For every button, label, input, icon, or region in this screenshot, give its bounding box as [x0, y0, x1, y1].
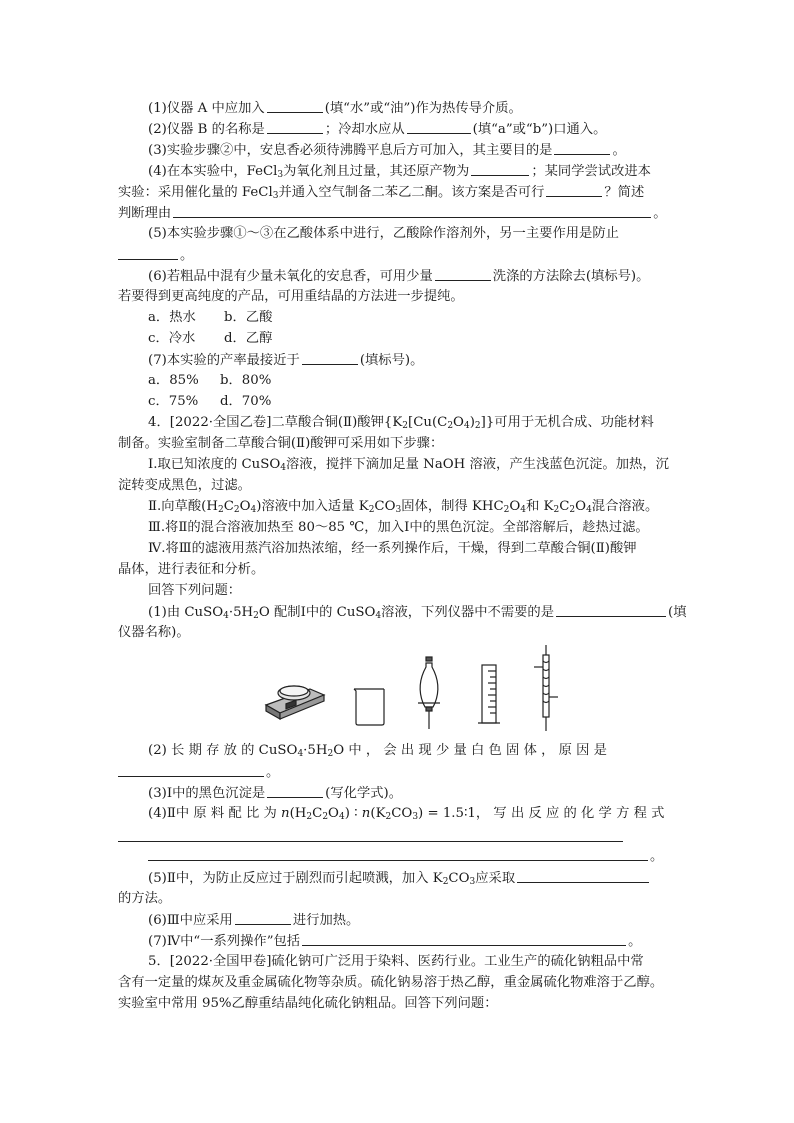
q4-step4-line1: Ⅳ.将Ⅲ的滤液用蒸汽浴加热浓缩，经一系列操作后，干燥，得到二草酸合铜(Ⅱ)酸钾	[148, 541, 637, 556]
text: (4)Ⅱ中 原 料 配 比 为	[148, 806, 282, 821]
q3-part4-line2	[118, 182, 644, 203]
q3-part1	[148, 98, 522, 119]
text: 溶液，搅拌下滴加足量 NaOH 溶液，产生浅蓝色沉淀。加热，沉	[285, 457, 669, 472]
text: C	[559, 499, 570, 514]
q4-part6	[148, 910, 359, 931]
answer-blank[interactable]	[173, 203, 651, 218]
text: (5)Ⅱ中，为防止反应过于剧烈而引起喷溅，加入 K	[148, 871, 443, 886]
subscript: 3	[277, 170, 284, 180]
text: [Cu(C	[408, 415, 448, 430]
answer-blank[interactable]	[118, 245, 178, 260]
q3-part6-line1	[148, 266, 649, 287]
q5-line2: 含有一定量的煤灰及重金属硫化物等杂质。硫化钠易溶于热乙醇，重金属硫化物难溶于乙醇。	[118, 975, 664, 990]
answer-blank[interactable]	[302, 350, 358, 365]
q4-step1-line1	[148, 455, 669, 475]
text: 。	[650, 849, 664, 864]
answer-blank[interactable]	[556, 602, 666, 617]
text: 。	[628, 934, 642, 949]
subscript: 2	[569, 505, 576, 515]
q5-line1: 5．[2022·全国甲卷]硫化钠可广泛用于染料、医药行业。工业生产的硫化钠粗品中常	[148, 954, 644, 969]
text: O 中 ， 会 出 现 少 量 白 色 固 体 ， 原 因 是	[333, 743, 607, 758]
subscript: 2	[368, 505, 375, 515]
text: ？简述	[604, 185, 645, 200]
subscript: 2	[402, 421, 409, 431]
subscript: 4	[223, 611, 229, 621]
text: O	[453, 415, 464, 430]
text: 判断理由	[118, 206, 172, 221]
text: (7)Ⅳ中“一系列操作”包括	[148, 934, 301, 949]
q4-part1-line2: 仪器名称)。	[118, 625, 190, 640]
separatory-funnel-icon	[418, 657, 440, 729]
text: (3)Ⅰ中的黑色沉淀是	[148, 786, 266, 801]
text: )	[469, 415, 475, 430]
answer-blank[interactable]	[435, 266, 491, 281]
subscript: 3	[272, 191, 279, 201]
text: (填	[668, 605, 687, 620]
subscript: 2	[306, 812, 313, 822]
subscript: 2	[322, 812, 329, 822]
answer-blank[interactable]	[471, 161, 529, 176]
text: O	[328, 806, 339, 821]
text: (4)在本实验中，FeCl	[148, 164, 278, 179]
subscript: 2	[474, 421, 481, 431]
text: 进行加热。	[292, 913, 360, 928]
answer-blank[interactable]	[407, 119, 471, 134]
q4-part4-line3	[148, 846, 663, 867]
text: CO	[448, 871, 470, 886]
text: 溶液，下列仪器中不需要的是	[381, 605, 555, 620]
text: 应采取	[475, 871, 516, 886]
text: 并通入空气制备二苯乙二酮。该方案是否可行	[278, 185, 545, 200]
q3-option-d[interactable]: d．乙醇	[224, 331, 273, 346]
text: ；冷却水应从	[324, 122, 405, 137]
answer-blank[interactable]	[267, 98, 323, 113]
text: (6)若粗品中混有少量未氧化的安息香，可用少量	[148, 269, 433, 284]
q4-part5-line1	[148, 868, 651, 889]
text: (2)仪器 B 的名称是	[148, 122, 265, 137]
subscript: 3	[412, 812, 419, 822]
subscript: 2	[442, 877, 449, 887]
q4-step3: Ⅲ.将Ⅱ的混合溶液加热至 80～85 ℃，加入Ⅰ中的黑色沉淀。全部溶解后，趁热过滤。	[148, 520, 649, 535]
text: 。	[266, 765, 280, 780]
q4-step4-line2: 晶体，进行表征和分析。	[118, 562, 265, 577]
subscript: 4	[280, 463, 286, 473]
text: O	[509, 499, 521, 514]
text: CO	[391, 806, 413, 821]
subscript: 2	[385, 812, 392, 822]
q4-part1-line1	[148, 602, 687, 623]
text: C	[312, 806, 323, 821]
text: O 配制Ⅰ中的 CuSO	[258, 605, 376, 620]
q5-line3: 实验室中常用 95%乙醇重结晶纯化硫化钠粗品。回答下列问题：	[118, 996, 498, 1011]
q4-part5-line2: 的方法。	[118, 891, 172, 906]
text: )溶液中加入适量 K	[256, 499, 369, 514]
q4-answer-prompt: 回答下列问题：	[148, 583, 242, 598]
answer-blank[interactable]	[546, 182, 602, 197]
subscript: 4	[586, 505, 592, 515]
q3-option-c[interactable]: c．冷水	[148, 331, 196, 346]
q3-part6-line2: 若要得到更高纯度的产品，可用重结晶的方法进一步提纯。	[118, 289, 464, 304]
text: (1)仪器 A 中应加入	[148, 101, 265, 116]
burette-icon	[534, 645, 558, 731]
text: 。	[612, 143, 626, 158]
text: 。	[653, 206, 667, 221]
text: ·5H	[303, 743, 328, 758]
text: 洗涤的方法除去(填标号)。	[492, 269, 650, 284]
q4-heading-line2: 制备。实验室制备二草酸合铜(Ⅱ)酸钾可采用如下步骤：	[118, 436, 444, 451]
q4-heading-line1	[148, 413, 654, 433]
text: O	[239, 499, 251, 514]
text: (H	[289, 806, 307, 821]
subscript: 2	[503, 505, 510, 515]
text: 实验：采用催化量的 FeCl	[118, 185, 273, 200]
graduated-cylinder-icon	[478, 665, 500, 723]
italic-n: n	[281, 806, 290, 821]
electronic-balance-icon	[266, 686, 324, 719]
q3-yield-option-c[interactable]: c．75%	[148, 394, 199, 409]
text: Ⅱ.向草酸(H	[148, 499, 218, 514]
subscript: 4	[520, 505, 527, 515]
subscript: 4	[297, 749, 304, 759]
answer-blank[interactable]	[267, 783, 323, 798]
text: 4．[2022·全国乙卷]二草酸合铜(Ⅱ)酸钾{K	[148, 415, 403, 430]
text: C	[223, 499, 234, 514]
q3-option-a[interactable]: a．热水	[148, 310, 196, 325]
q4-part2-line2	[118, 762, 279, 783]
text: (填标号)。	[359, 353, 424, 368]
q4-part3	[148, 783, 402, 804]
text: 固体，制得 KHC	[401, 499, 504, 514]
q3-part5-line1: (5)本实验步骤①～③在乙酸体系中进行，乙酸除作溶剂外，另一主要作用是防止	[148, 226, 619, 241]
answer-blank[interactable]	[517, 868, 649, 883]
apparatus-illustration	[258, 645, 578, 735]
q3-yield-option-b[interactable]: b．80%	[220, 373, 272, 388]
q3-part7	[148, 350, 423, 371]
q3-part4-line3	[118, 203, 666, 224]
subscript: 3	[395, 505, 402, 515]
q3-yield-option-d[interactable]: d．70%	[220, 394, 272, 409]
subscript: 2	[447, 421, 454, 431]
text: ；某同学尝试改进本	[531, 164, 651, 179]
answer-line[interactable]	[118, 841, 623, 842]
text: 为氧化剂且过量，其还原产物为	[283, 164, 470, 179]
text: (写化学式)。	[325, 786, 403, 801]
text: (3)实验步骤②中，安息香必须待沸腾平息后方可加入，其主要目的是	[148, 143, 553, 158]
q3-part3	[148, 140, 626, 161]
q3-part4-line1	[148, 161, 651, 182]
q4-step2	[148, 497, 658, 517]
text: (填“a”或“b”)口通入。	[472, 122, 607, 137]
answer-blank[interactable]	[235, 910, 291, 925]
text: CO	[374, 499, 396, 514]
answer-blank[interactable]	[267, 119, 323, 134]
text: (7)本实验的产率最接近于	[148, 353, 300, 368]
text: 。	[180, 248, 194, 263]
italic-n: n	[361, 806, 371, 821]
answer-blank[interactable]	[118, 762, 264, 777]
subscript: 2	[553, 505, 560, 515]
text: 混合溶液。	[591, 499, 659, 514]
text: (K	[370, 806, 386, 821]
q3-part2	[148, 119, 606, 140]
subscript: 4	[375, 611, 382, 621]
q4-part4-line1	[148, 804, 664, 824]
text: ]}可用于无机合成、功能材料	[480, 415, 654, 430]
text: ·5H	[228, 605, 254, 620]
text: ) ∶	[344, 806, 362, 821]
text: Ⅰ.取已知浓度的 CuSO	[148, 457, 281, 472]
answer-blank[interactable]	[302, 931, 626, 946]
text: (填“水”或“油”)作为热传导介质。	[324, 101, 522, 116]
text: (6)Ⅲ中应采用	[148, 913, 233, 928]
subscript: 2	[233, 505, 240, 515]
text: (2) 长 期 存 放 的 CuSO	[148, 743, 298, 758]
subscript: 4	[250, 505, 257, 515]
answer-blank[interactable]	[554, 140, 610, 155]
q4-part2-line1	[148, 741, 607, 761]
subscript: 4	[338, 812, 345, 822]
subscript: 2	[253, 611, 259, 621]
q3-yield-option-a[interactable]: a．85%	[148, 373, 199, 388]
subscript: 4	[463, 421, 470, 431]
subscript: 2	[327, 749, 334, 759]
answer-blank[interactable]	[148, 846, 648, 861]
subscript: 2	[217, 505, 224, 515]
q3-part5-line2	[118, 245, 193, 266]
text: (1)由 CuSO	[148, 605, 224, 620]
q4-part7	[148, 931, 641, 952]
text: ) = 1.5∶1， 写 出 反 应 的 化 学 方 程 式	[418, 806, 665, 821]
subscript: 3	[469, 877, 476, 887]
beaker-icon	[354, 689, 384, 725]
text: O	[575, 499, 587, 514]
text: 和 K	[526, 499, 554, 514]
q3-option-b[interactable]: b．乙酸	[224, 310, 273, 325]
q4-step1-line2: 淀转变成黑色，过滤。	[118, 478, 251, 493]
